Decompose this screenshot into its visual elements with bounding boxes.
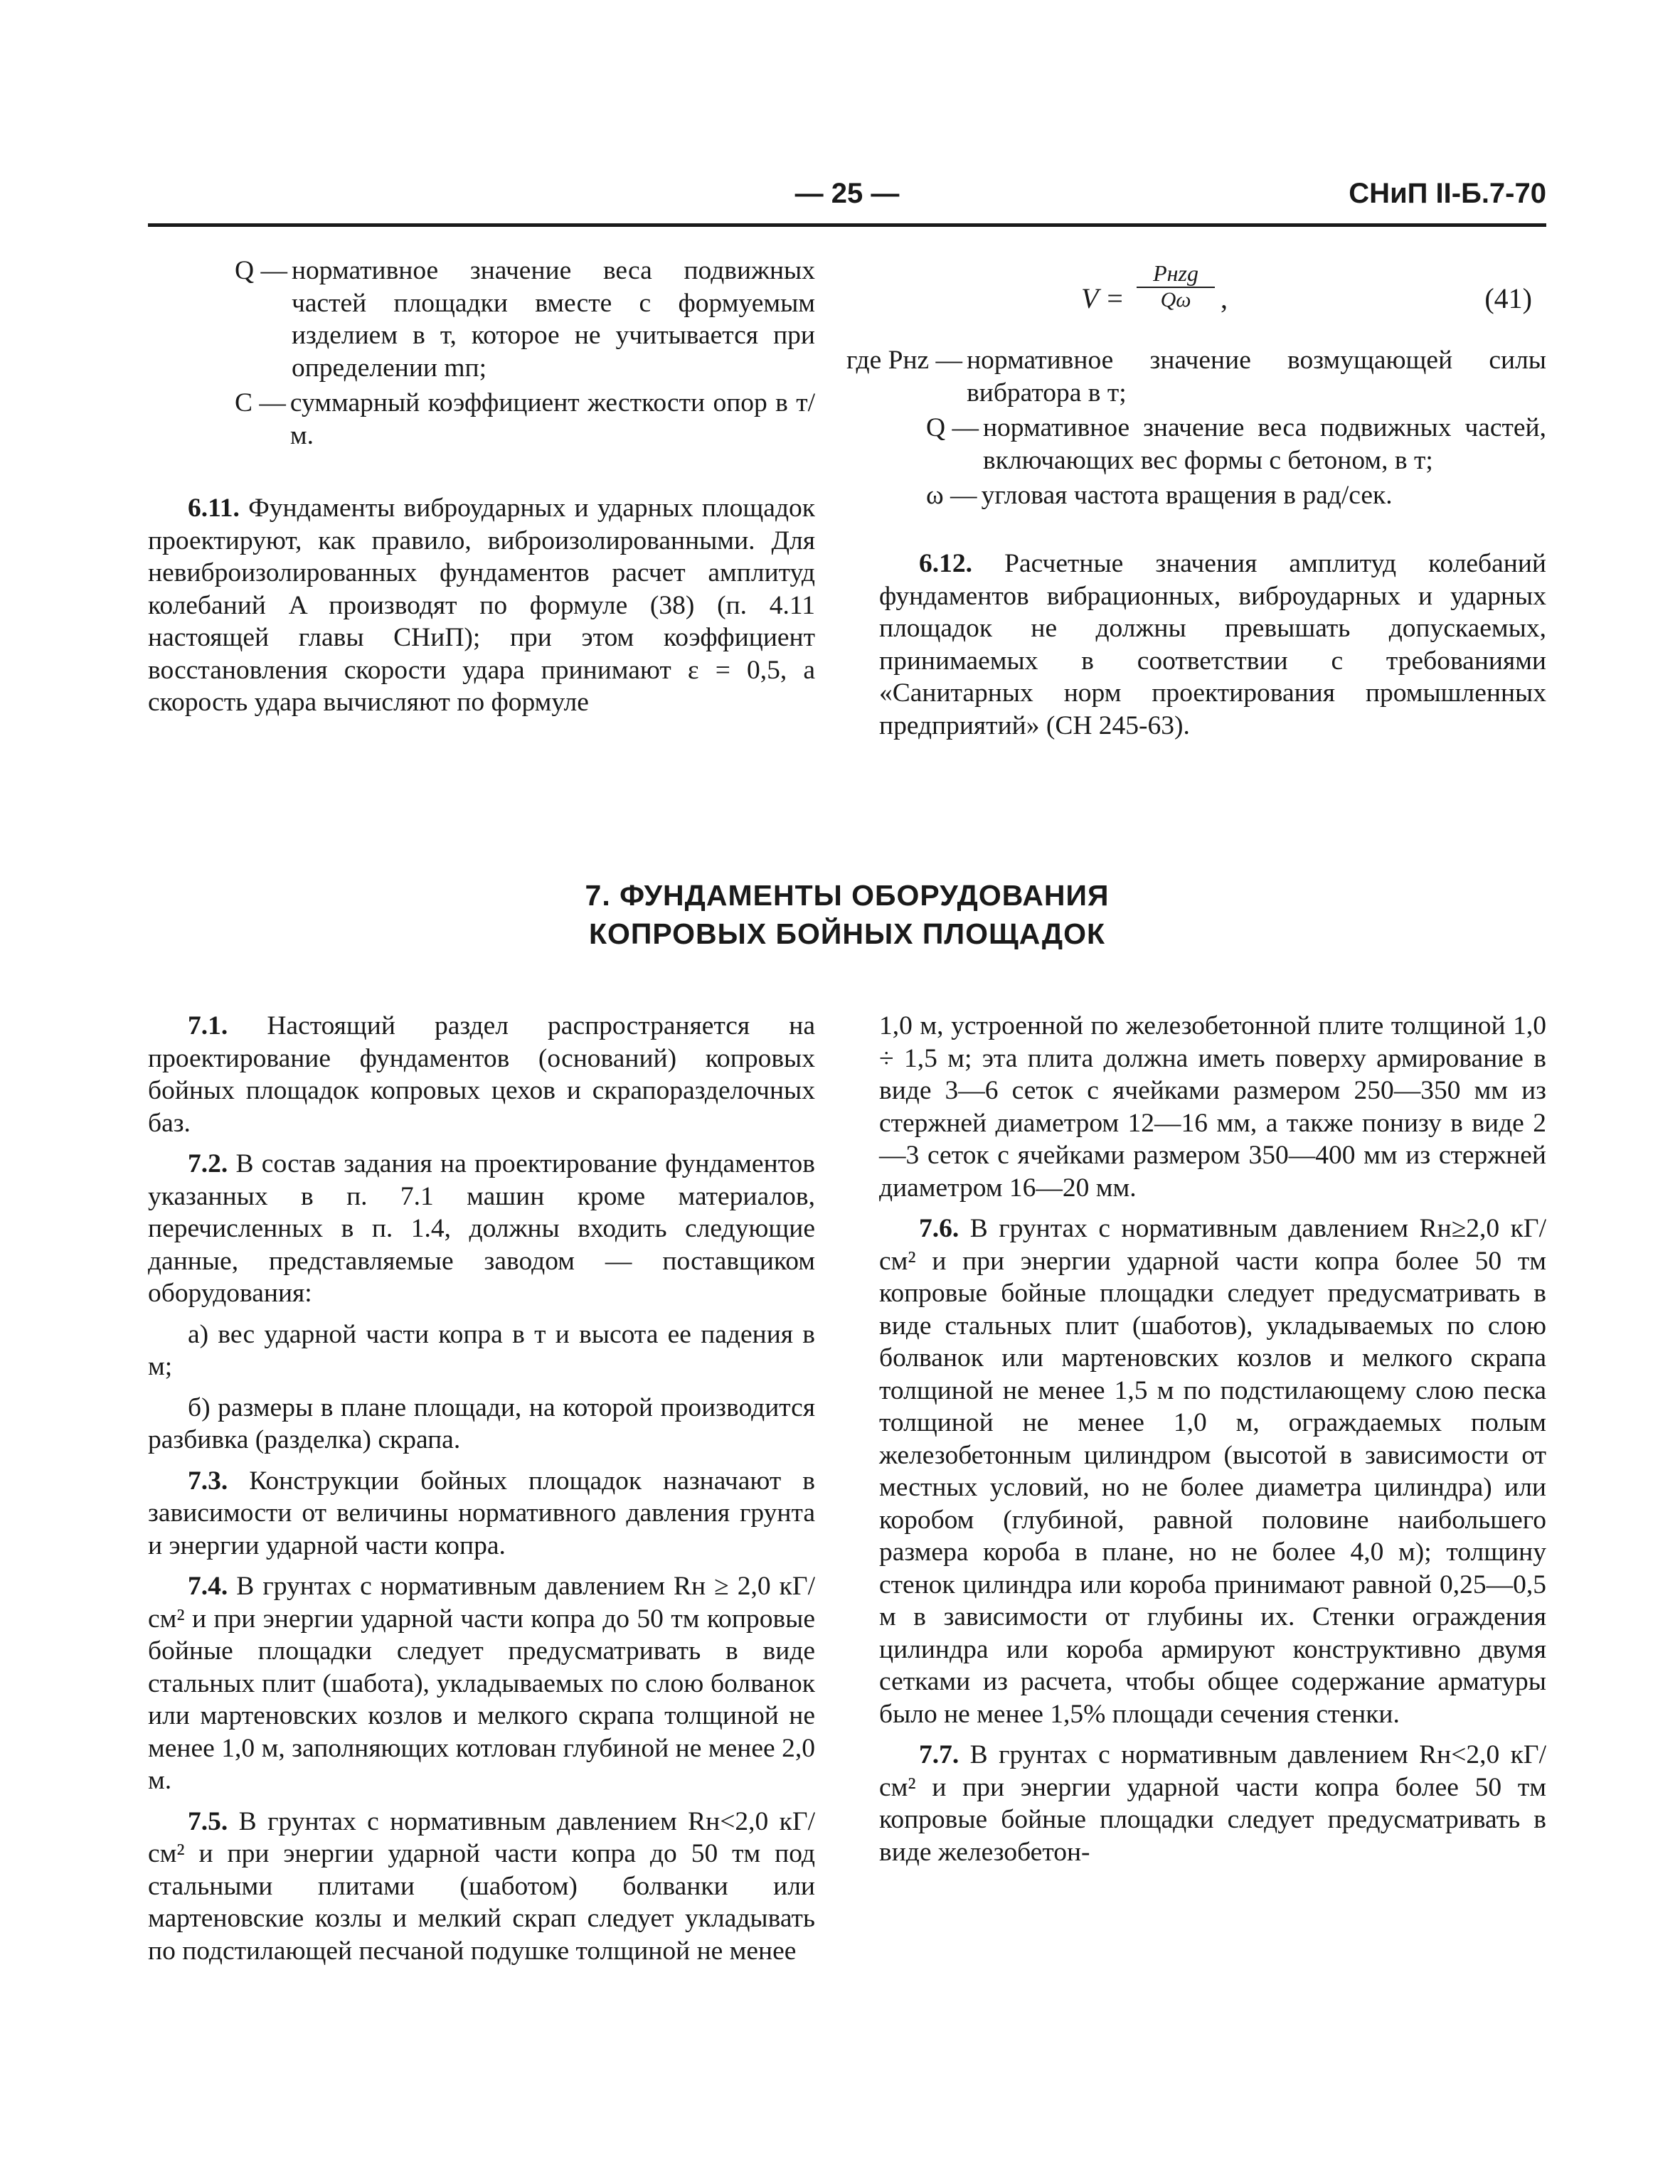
definition-c <box>235 387 815 452</box>
left-column-section7 <box>148 1010 815 1976</box>
clause-number: 7.7. <box>919 1740 959 1769</box>
clause-text: В грунтах с нормативным давлением Rн ≥ 2,0 кГ/см² и при энергии ударной части копра до 50 тм копровые бойные площадки следует предусматривать в виде стальных плит (шабота), укладываемых по слою болванок или мартеновских козлов и мелкого скрапа толщиной не менее 1,0 м, заполняющих котлован глубиной не менее 2,0 м. <box>148 1572 815 1795</box>
right-column-section7 <box>879 1010 1546 1877</box>
definition-omega <box>846 479 1546 512</box>
paragraph-7-5 <box>148 1806 815 1968</box>
definition-q <box>235 255 815 384</box>
definitions-list-right <box>846 344 1546 515</box>
clause-text: В грунтах с нормативным давлением Rн≥2,0 кГ/см² и при энергии ударной части копра более 50 тм копровые бойные площадки следует предусматривать в виде стальных плит (шаботов), укладываемых по слою болванок или мартеновских козлов и мелкого скрапа толщиной не менее 1,5 м по подстилающему слою песка толщиной не менее 1,0 м, ограждаемых полым железобетонным цилиндром (высотой в зависимости от местных условий, но не более диаметра цилиндра) или коробом (глубиной, равной половине наибольшего размера короба в плане, но не более 4,0 м); толщину стенок цилиндра или короба принимают равной 0,25—0,5 м в зависимости от глубины их. Стенки ограждения цилиндра или короба армируют конструктивно двумя сетками из расчета, чтобы общее содержание арматуры было не менее 1,5% площади сечения стенки. <box>879 1214 1546 1729</box>
list-item-b: б) размеры в плане площади, на которой производится разбивка (разделка) скрапа. <box>148 1392 815 1454</box>
clause-number: 7.1. <box>188 1011 228 1040</box>
formula-numerator: Pнzg <box>1137 260 1215 288</box>
definition-term: ω — <box>926 481 977 510</box>
formula-lhs: V = <box>1081 282 1125 314</box>
paragraph-continuation: 1,0 м, устроенной по железобетонной плите толщиной 1,0 ÷ 1,5 м; эта плита должна иметь поверху армирование в виде 3—6 сеток с ячейками размером 250—350 мм из стержней диаметром 12—16 мм, а также понизу в виде 2—3 сеток с ячейками размером 350—400 мм из стержней диаметром 16—20 мм. <box>879 1011 1546 1203</box>
list-item-a: а) вес ударной части копра в т и высота ее падения в м; <box>148 1319 815 1381</box>
clause-text: В состав задания на проектирование фундаментов указанных в п. 7.1 машин кроме материалов, перечисленных в п. 1.4, должны входить следующие данные, представляемые заводом — поставщиком оборудования: <box>148 1149 815 1308</box>
paragraph-7-7 <box>879 1739 1546 1868</box>
definition-text: нормативное значение веса подвижных частей, включающих вес формы с бетоном, в т; <box>982 413 1546 475</box>
page-number: — 25 — <box>794 178 900 209</box>
paragraph-7-2 <box>148 1148 815 1310</box>
paragraph-7-1 <box>148 1010 815 1139</box>
formula-41 <box>1081 260 1551 317</box>
paragraph-6-11 <box>148 492 815 728</box>
formula-comma: , <box>1221 282 1228 314</box>
definition-p <box>846 344 1546 409</box>
formula-fraction <box>1137 260 1215 312</box>
section-title <box>148 876 1546 953</box>
clause-number: 7.3. <box>188 1466 228 1496</box>
definition-term: где Pнz — <box>846 346 963 375</box>
clause-number: 6.12. <box>919 549 972 578</box>
clause-number: 7.6. <box>919 1214 959 1243</box>
definition-q2 <box>846 412 1546 476</box>
clause-text: В грунтах с нормативным давлением Rн<2,0 кГ/см² и при энергии ударной части копра более 50 тм копровые бойные площадки следует предусматривать в виде железобетон- <box>879 1740 1546 1867</box>
formula-denominator: Qω <box>1160 288 1191 311</box>
clause-text: Фундаменты виброударных и ударных площадок проектируют, как правило, виброизолированными. Для невиброизолированных фундаментов расчет амплитуд колебаний A производят по формуле (38) (п. 4.11 настоящей главы СНиП); при этом коэффициент восстановления скорости удара принимают ε = 0,5, а скорость удара вычисляют по формуле <box>148 494 815 717</box>
clause-text: Конструкции бойных площадок назначают в зависимости от величины нормативного давления грунта и энергии ударной части копра. <box>148 1466 815 1560</box>
clause-number: 7.5. <box>188 1806 228 1836</box>
document-id: СНиП II-Б.7-70 <box>1349 178 1546 209</box>
header-rule <box>148 223 1546 227</box>
clause-number: 7.4. <box>188 1572 228 1601</box>
definition-term: Q — <box>926 413 979 442</box>
definition-text: суммарный коэффициент жесткости опор в т/м. <box>289 388 815 450</box>
paragraph-7-3 <box>148 1465 815 1562</box>
section-title-line2: КОПРОВЫХ БОЙНЫХ ПЛОЩАДОК <box>588 917 1106 950</box>
clause-text: Расчетные значения амплитуд колебаний фундаментов вибрационных, виброударных и ударных площадок не должны превышать допускаемых, принимаемых в соответствии с требованиями «Санитарных норм проектирования промышленных предприятий» (СН 245-63). <box>879 549 1546 740</box>
definition-text: нормативное значение веса подвижных частей площадки вместе с формуемым изделием в т, которое не учитывается при определении mп; <box>291 256 815 383</box>
section-title-line1: 7. ФУНДАМЕНТЫ ОБОРУДОВАНИЯ <box>585 879 1110 912</box>
clause-text: В грунтах с нормативным давлением Rн<2,0 кГ/см² и при энергии ударной части копра до 50 тм под стальными плитами (шаботом) болванки или мартеновские козлы и мелкий скрап следует укладывать по подстилающей песчаной подушке толщиной не менее <box>148 1806 815 1966</box>
page-header <box>148 178 1546 220</box>
definition-text: нормативное значение возмущающей силы вибратора в т; <box>967 346 1546 407</box>
clause-number: 6.11. <box>188 494 240 523</box>
definition-text: угловая частота вращения в рад/сек. <box>981 481 1393 510</box>
equation-number: (41) <box>1484 282 1532 314</box>
paragraph-7-4 <box>148 1570 815 1797</box>
definitions-list-left <box>235 255 815 454</box>
clause-number: 7.2. <box>188 1149 228 1178</box>
paragraph-7-6 <box>879 1213 1546 1730</box>
definition-term: Q — <box>235 256 287 285</box>
clause-text: Настоящий раздел распространяется на проектирование фундаментов (оснований) копровых бойных площадок копровых цехов и скрапоразделочных баз. <box>148 1011 815 1138</box>
definition-term: C — <box>235 388 286 417</box>
paragraph-6-12 <box>879 548 1546 750</box>
